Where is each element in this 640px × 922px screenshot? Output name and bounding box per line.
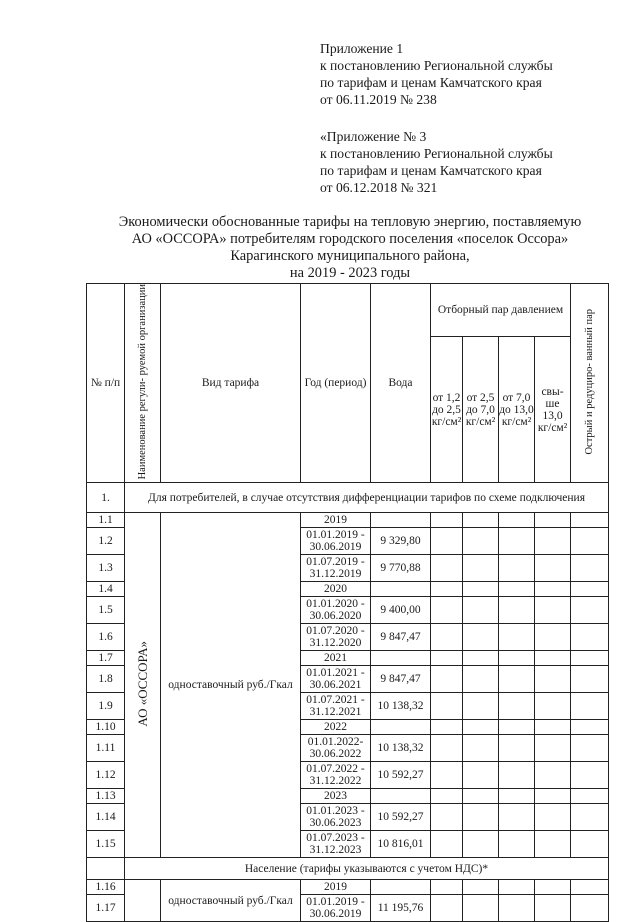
water-value: 11 195,76: [371, 895, 431, 922]
header-pressure-2: от 2,5 до 7,0 кг/см²: [463, 337, 499, 483]
appendix-3-block: [320, 128, 553, 196]
org-name: АО «ОССОРА»: [134, 641, 150, 727]
empty-cell: [499, 880, 535, 895]
header-steam-group: Отборный пар давлением: [431, 284, 571, 337]
water-value: 10 592,27: [371, 804, 431, 831]
empty-cell: [463, 762, 499, 789]
empty-cell: [431, 895, 463, 922]
water-value: 9 847,47: [371, 666, 431, 693]
period-cell: 01.07.2023 - 31.12.2023: [301, 831, 371, 858]
row-number: 1.2: [87, 528, 125, 555]
empty-cell: [499, 720, 535, 735]
empty-cell: [571, 651, 609, 666]
empty-cell: [571, 666, 609, 693]
empty-cell: [571, 624, 609, 651]
empty-cell: [535, 582, 571, 597]
empty-cell: [535, 651, 571, 666]
period-cell: 01.07.2019 - 31.12.2019: [301, 555, 371, 582]
empty-cell: [499, 789, 535, 804]
header-pressure-1: от 1,2 до 2,5 кг/см²: [431, 337, 463, 483]
period-cell: 01.07.2020 - 31.12.2020: [301, 624, 371, 651]
empty-cell: [431, 597, 463, 624]
period-cell: 01.01.2022- 30.06.2022: [301, 735, 371, 762]
water-value: 10 592,27: [371, 762, 431, 789]
section-title: Для потребителей, в случае отсутствия дифференциации тарифов по схеме подключения: [125, 483, 609, 513]
appendix-3-line: к постановлению Региональной службы: [320, 146, 553, 161]
empty-cell: [571, 597, 609, 624]
empty-cell: [571, 831, 609, 858]
period-cell: 01.01.2019 - 30.06.2019: [301, 895, 371, 922]
header-period: Год (период): [301, 284, 371, 483]
empty-cell: [499, 528, 535, 555]
empty-cell: [499, 762, 535, 789]
row-number: 1.7: [87, 651, 125, 666]
empty-cell: [431, 513, 463, 528]
empty-cell: [499, 735, 535, 762]
empty-cell: [535, 513, 571, 528]
empty-cell: [571, 789, 609, 804]
empty-cell: [463, 597, 499, 624]
empty-cell: [463, 555, 499, 582]
org-name-cell: [125, 880, 161, 922]
org-name-cell: [125, 513, 161, 858]
empty-cell: [463, 789, 499, 804]
population-blank: [87, 858, 125, 880]
empty-cell: [431, 762, 463, 789]
year-cell: 2022: [301, 720, 371, 735]
empty-cell: [431, 831, 463, 858]
water-cell: [371, 720, 431, 735]
row-number: 1.8: [87, 666, 125, 693]
year-cell: 2019: [301, 513, 371, 528]
empty-cell: [463, 582, 499, 597]
appendix-1-line: Приложение 1: [320, 41, 404, 56]
empty-cell: [499, 513, 535, 528]
empty-cell: [535, 789, 571, 804]
header-tariff-type: Вид тарифа: [161, 284, 301, 483]
water-cell: [371, 513, 431, 528]
empty-cell: [571, 693, 609, 720]
empty-cell: [499, 666, 535, 693]
empty-cell: [499, 693, 535, 720]
water-value: 9 400,00: [371, 597, 431, 624]
appendix-1-block: [320, 40, 553, 108]
empty-cell: [535, 762, 571, 789]
empty-cell: [431, 789, 463, 804]
empty-cell: [431, 528, 463, 555]
empty-cell: [535, 597, 571, 624]
appendix-3-line: «Приложение № 3: [320, 129, 427, 144]
title-line: на 2019 - 2023 годы: [289, 265, 411, 281]
empty-cell: [499, 582, 535, 597]
empty-cell: [535, 804, 571, 831]
empty-cell: [463, 528, 499, 555]
water-value: 10 816,01: [371, 831, 431, 858]
header-org: Наименование регули- руемой организации: [125, 284, 161, 483]
year-cell: 2019: [301, 880, 371, 895]
period-cell: 01.01.2023 - 30.06.2023: [301, 804, 371, 831]
empty-cell: [463, 666, 499, 693]
header-sharp-steam: Острый и редуциро- ванный пар: [571, 284, 609, 483]
row-number: 1.14: [87, 804, 125, 831]
row-number: 1.12: [87, 762, 125, 789]
empty-cell: [431, 804, 463, 831]
appendix-3-line: от 06.12.2018 № 321: [320, 180, 438, 195]
empty-cell: [571, 720, 609, 735]
header-num: № п/п: [87, 284, 125, 483]
empty-cell: [535, 720, 571, 735]
title-line: Карагинского муниципального района,: [230, 248, 470, 264]
empty-cell: [535, 693, 571, 720]
empty-cell: [571, 513, 609, 528]
empty-cell: [571, 735, 609, 762]
empty-cell: [499, 651, 535, 666]
header-pressure-3: от 7,0 до 13,0 кг/см²: [499, 337, 535, 483]
water-value: 9 329,80: [371, 528, 431, 555]
tariff-table: [86, 283, 609, 922]
empty-cell: [571, 528, 609, 555]
row-number: 1.16: [87, 880, 125, 895]
header-water: Вода: [371, 284, 431, 483]
empty-cell: [463, 624, 499, 651]
empty-cell: [463, 513, 499, 528]
empty-cell: [463, 735, 499, 762]
row-number: 1.9: [87, 693, 125, 720]
empty-cell: [571, 895, 609, 922]
empty-cell: [431, 582, 463, 597]
empty-cell: [571, 582, 609, 597]
row-number: 1.3: [87, 555, 125, 582]
empty-cell: [463, 720, 499, 735]
population-header: Население (тарифы указываются с учетом НДС)*: [125, 858, 609, 880]
title-line: Экономически обоснованные тарифы на тепловую энергию, поставляемую: [118, 214, 582, 230]
appendix-1-line: от 06.11.2019 № 238: [320, 92, 437, 107]
water-value: 9 770,88: [371, 555, 431, 582]
empty-cell: [535, 880, 571, 895]
appendix-1-line: по тарифам и ценам Камчатского края: [320, 75, 542, 90]
empty-cell: [499, 597, 535, 624]
empty-cell: [571, 762, 609, 789]
empty-cell: [431, 720, 463, 735]
tariff-type-cell: одноставочный руб./Гкал: [161, 513, 301, 858]
empty-cell: [535, 624, 571, 651]
period-cell: 01.01.2019 - 30.06.2019: [301, 528, 371, 555]
empty-cell: [499, 624, 535, 651]
empty-cell: [571, 880, 609, 895]
empty-cell: [535, 895, 571, 922]
water-value: 10 138,32: [371, 693, 431, 720]
empty-cell: [499, 895, 535, 922]
year-cell: 2021: [301, 651, 371, 666]
empty-cell: [463, 693, 499, 720]
empty-cell: [499, 555, 535, 582]
row-number: 1.15: [87, 831, 125, 858]
document-title: [60, 214, 640, 282]
row-number: 1.4: [87, 582, 125, 597]
header-pressure-4: свы- ше 13,0 кг/см²: [535, 337, 571, 483]
empty-cell: [499, 831, 535, 858]
empty-cell: [535, 555, 571, 582]
empty-cell: [535, 735, 571, 762]
empty-cell: [463, 831, 499, 858]
water-value: 10 138,32: [371, 735, 431, 762]
year-cell: 2023: [301, 789, 371, 804]
water-value: 9 847,47: [371, 624, 431, 651]
empty-cell: [431, 880, 463, 895]
empty-cell: [463, 651, 499, 666]
period-cell: 01.07.2021 - 31.12.2021: [301, 693, 371, 720]
tariff-type-cell: одноставочный руб./Гкал: [161, 880, 301, 922]
row-number: 1.13: [87, 789, 125, 804]
appendix-1-line: к постановлению Региональной службы: [320, 58, 553, 73]
empty-cell: [463, 880, 499, 895]
empty-cell: [431, 555, 463, 582]
water-cell: [371, 880, 431, 895]
period-cell: 01.07.2022 - 31.12.2022: [301, 762, 371, 789]
empty-cell: [571, 555, 609, 582]
row-number: 1.10: [87, 720, 125, 735]
water-cell: [371, 582, 431, 597]
empty-cell: [499, 804, 535, 831]
section-num: 1.: [87, 483, 125, 513]
empty-cell: [463, 895, 499, 922]
row-number: 1.6: [87, 624, 125, 651]
empty-cell: [431, 735, 463, 762]
empty-cell: [571, 804, 609, 831]
water-cell: [371, 789, 431, 804]
empty-cell: [535, 528, 571, 555]
water-cell: [371, 651, 431, 666]
appendix-3-line: по тарифам и ценам Камчатского края: [320, 163, 542, 178]
year-cell: 2020: [301, 582, 371, 597]
row-number: 1.1: [87, 513, 125, 528]
empty-cell: [463, 804, 499, 831]
empty-cell: [431, 666, 463, 693]
period-cell: 01.01.2021 - 30.06.2021: [301, 666, 371, 693]
row-number: 1.5: [87, 597, 125, 624]
empty-cell: [431, 651, 463, 666]
row-number: 1.11: [87, 735, 125, 762]
empty-cell: [535, 831, 571, 858]
title-line: АО «ОССОРА» потребителям городского поселения «поселок Оссора»: [131, 231, 569, 247]
period-cell: 01.01.2020 - 30.06.2020: [301, 597, 371, 624]
empty-cell: [431, 624, 463, 651]
row-number: 1.17: [87, 895, 125, 922]
empty-cell: [535, 666, 571, 693]
empty-cell: [431, 693, 463, 720]
